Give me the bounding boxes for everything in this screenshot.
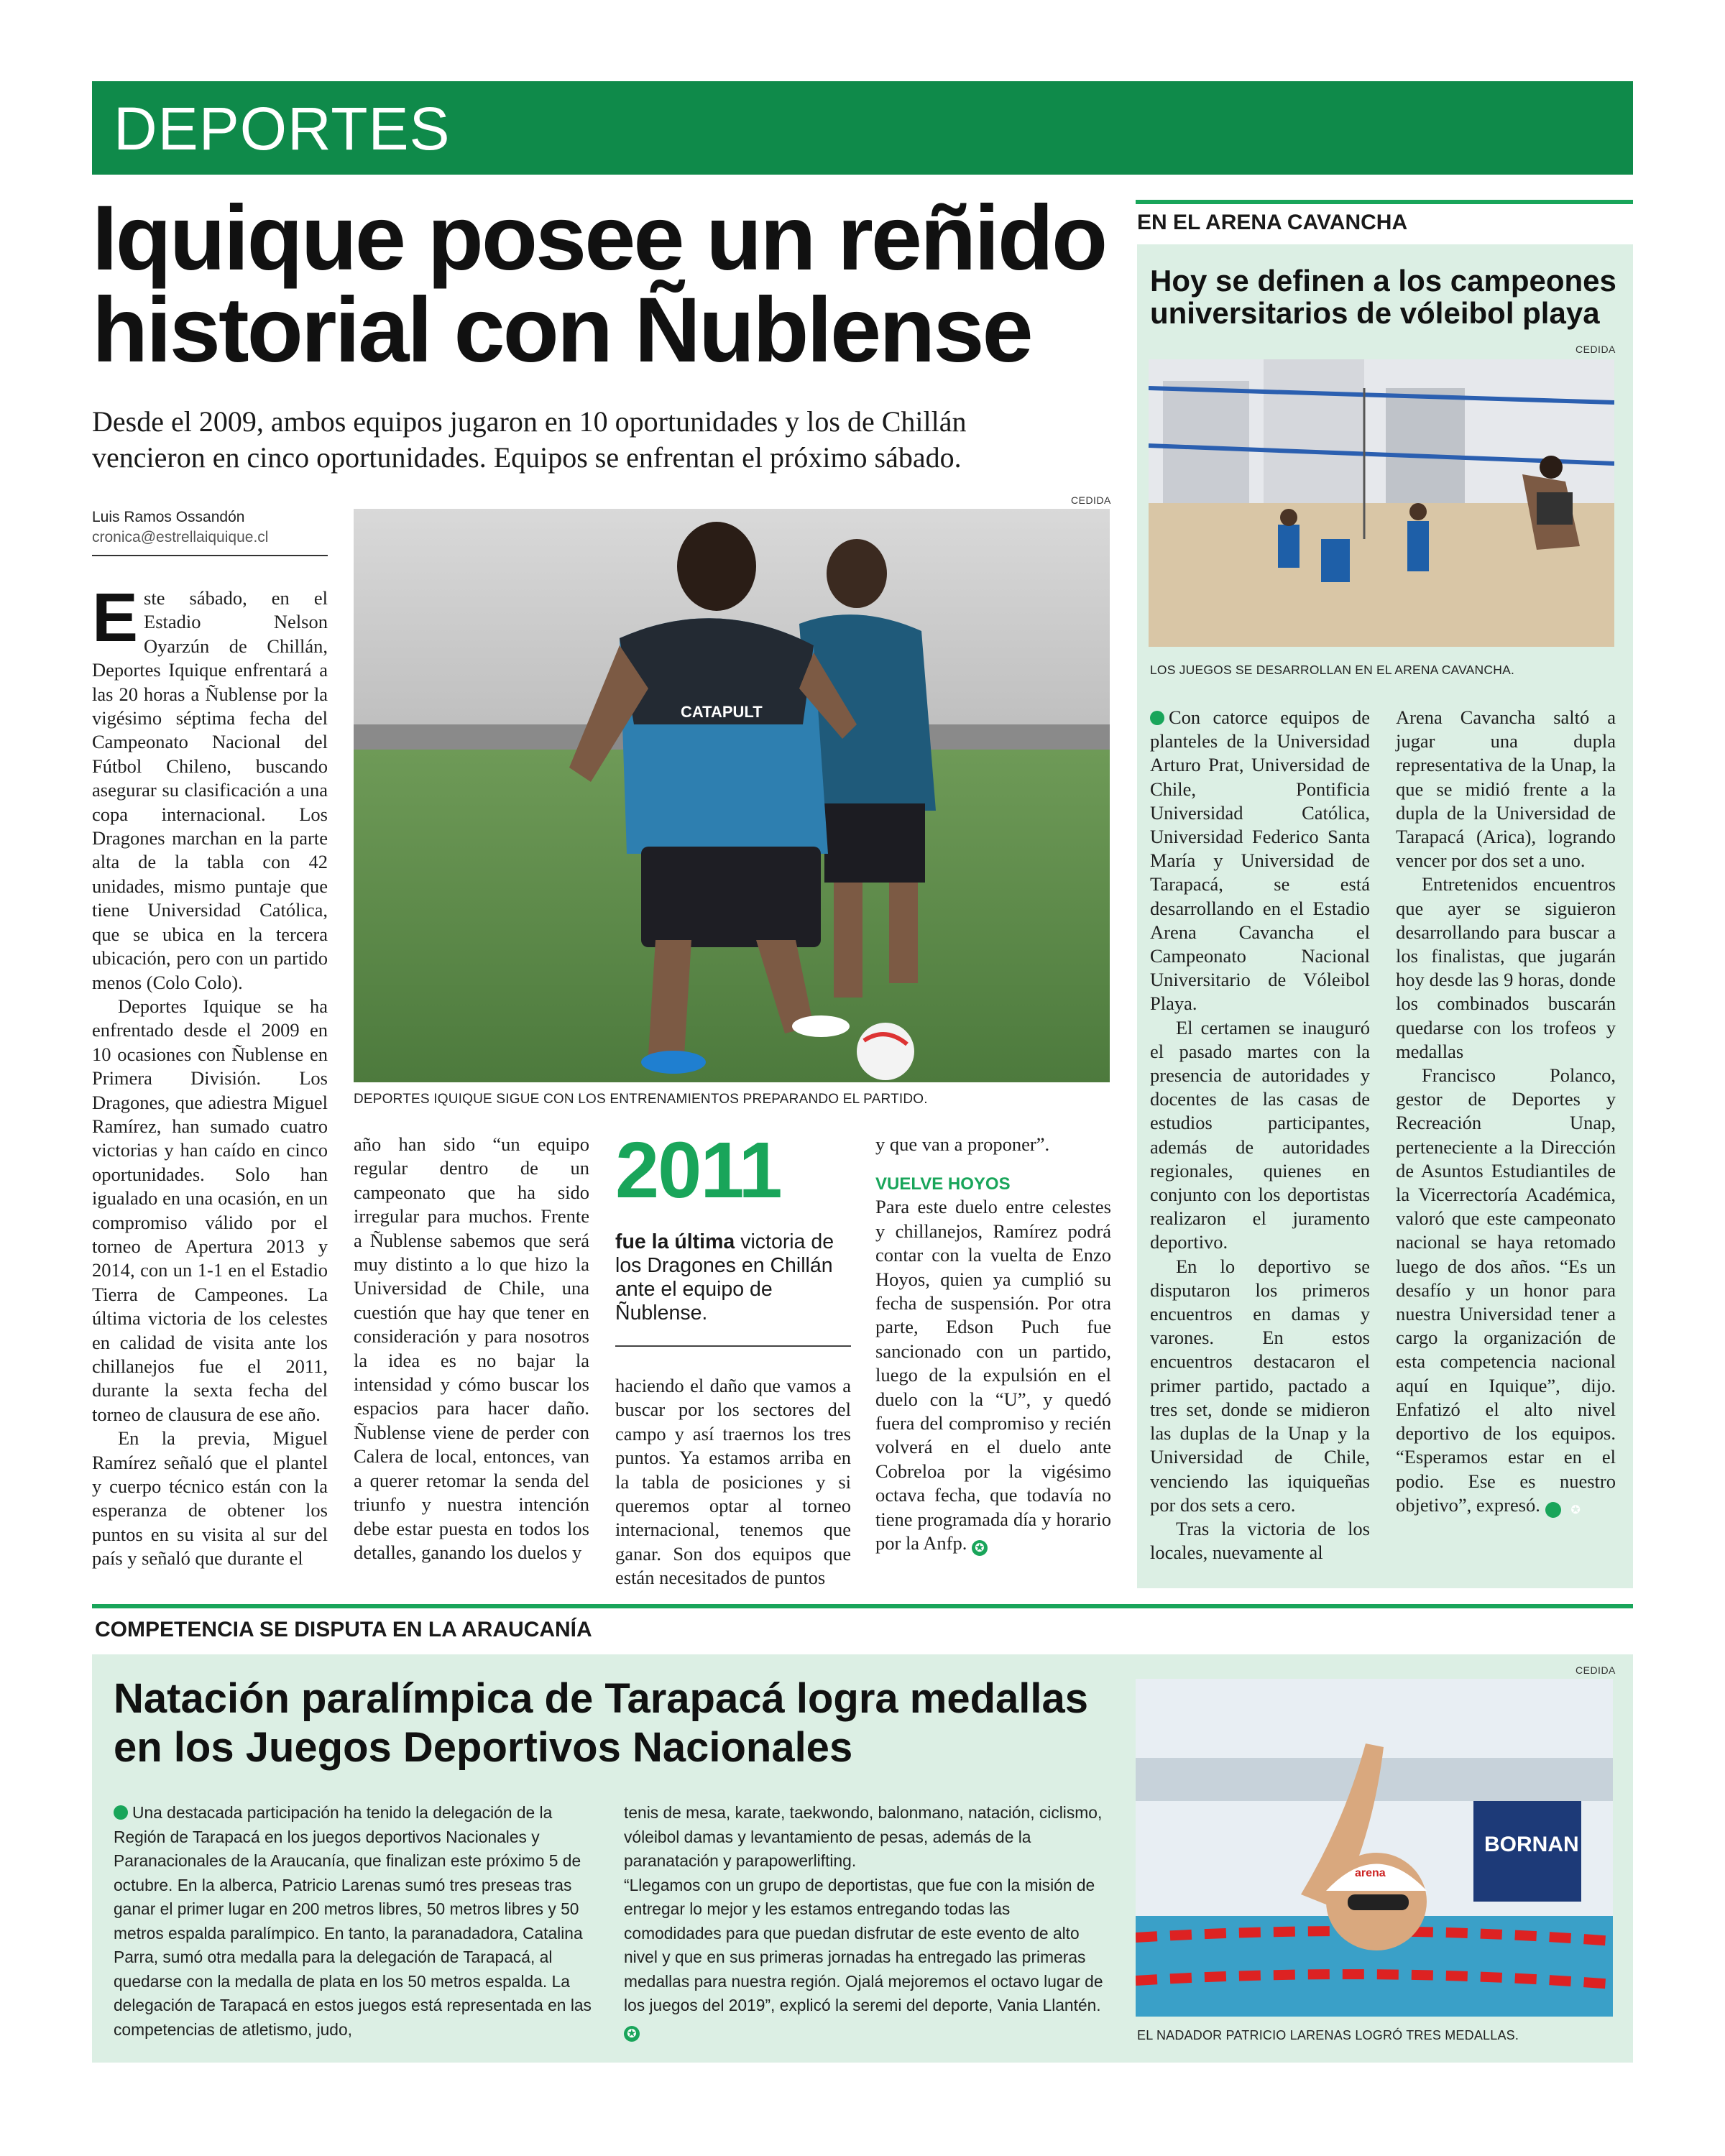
byline <box>92 507 328 548</box>
col1-paragraph-1: ste sábado, en el Estadio Nelson Oyarzún de Chillán, Deportes Iquique enfrentará a las 20 horas a Ñublense por la vigésimo séptima fecha del Campeonato Nacional del Fútbol Chileno, buscando asegurar su clasificación a una copa internacional. Los Dragones marchan en la parte alta de la tabla con 42 unidades, mismo puntaje que tiene Universidad Católica, que se ubica en la tercera ubicación, pero con un partido menos (Colo Colo). <box>92 587 328 993</box>
section-label: DEPORTES <box>114 95 451 162</box>
sidebar-headline <box>1150 264 1624 329</box>
sidebar-col-b <box>1396 706 1616 1518</box>
main-col-3 <box>615 1374 851 1590</box>
main-photo-credit: CEDIDA <box>1071 494 1111 506</box>
bottom-headline-line-2: en los Juegos Deportivos Nacionales <box>114 1724 853 1771</box>
col4-paragraph-1: y que van a proponer”. <box>875 1133 1050 1155</box>
sidebar-photo-caption: LOS JUEGOS SE DESARROLLAN EN EL ARENA CAVANCHA. <box>1150 663 1515 677</box>
byline-rule <box>92 555 328 556</box>
subtitle-line-2: vencieron en cinco oportunidades. Equipos se enfrentan el próximo sábado. <box>92 441 962 474</box>
bottom-photo-illustration <box>1136 1679 1613 2017</box>
bottom-photo-credit: CEDIDA <box>1576 1664 1616 1676</box>
main-photo <box>354 509 1110 1082</box>
main-col-4 <box>875 1133 1111 1556</box>
bullet-dot-icon <box>1150 711 1164 725</box>
bullet-dot-icon <box>114 1805 128 1820</box>
col3-paragraph-1: haciendo el daño que vamos a buscar por los sectores del campo y así traernos los tres puntos. Ya estamos arriba en la tabla de posiciones y si queremos optar al torneo internacional, tenemos que ganar. Son dos equipos que están necesitados de puntos <box>615 1375 851 1589</box>
headline-line-2: historial con Ñublense <box>92 279 1031 382</box>
sidebar-photo-credit: CEDIDA <box>1576 344 1616 355</box>
bottom-col-1 <box>114 1801 594 2042</box>
bottom-headline-line-1: Natación paralímpica de Tarapacá logra medallas <box>114 1675 1089 1722</box>
bottom-col-1-paragraph-1: Una destacada participación ha tenido la delegación de la Región de Tarapacá en los juegos deportivos Nacionales y Paranacionales de la Araucanía, que finalizan este próximo 5 de octubre. En la alberca, Patricio Larenas sumó tres preseas tras ganar el primer lugar en 200 metros libres, 50 metros libres y 50 metros espalda paralímpico. En tanto, la paranadadora, Catalina Parra, sumó otra medalla para la delegación de Tarapacá, al quedarse con la medalla de plata en los 50 metros espalda. La delegación de Tarapacá en estos juegos está representada en las competencias de atletismo, judo, <box>114 1803 592 2039</box>
end-mark-icon: ✪ <box>972 1540 988 1556</box>
main-subtitle <box>92 404 1127 476</box>
col2-paragraph-1: año han sido “un equipo regular dentro de un campeonato que ha sido irregular para muchos. Frente a Ñublense sabemos que será muy distinto a lo que hizo la Universidad de Chile, una cuestión que hay que tener en consideración y para nosotros la idea es no bajar la intensidad y cómo buscar los espacios para hacer daño. Ñublense viene de perder con Calera de local, entonces, van a querer retomar la senda del triunfo y nuestra intención debe estar puesta en todos los detalles, ganando los duelos y <box>354 1133 589 1563</box>
sidebar-top-rule <box>1136 200 1633 204</box>
main-photo-caption: DEPORTES IQUIQUE SIGUE CON LOS ENTRENAMIENTOS PREPARANDO EL PARTIDO. <box>354 1092 928 1107</box>
bottom-kicker: COMPETENCIA SE DISPUTA EN LA ARAUCANÍA <box>95 1618 592 1641</box>
highlight-box <box>615 1128 851 1347</box>
col1-paragraph-3: En la previa, Miguel Ramírez señaló que el plantel y cuerpo técnico están con la esperanza de obtener los puntos en su visita al sur del país y señaló que durante el <box>92 1427 328 1570</box>
headline-line-1: Iquique posee un reñido <box>92 187 1106 290</box>
highlight-text <box>615 1230 851 1325</box>
cap-text: arena <box>1355 1867 1386 1879</box>
sidebar-col-b-paragraph-3: Francisco Polanco, gestor de Deportes y Recreación Unap, perteneciente a la Dirección de Asuntos Estudiantiles de la Vicerrectoría Académica, valoró que este campeonato nacional se haya retomado luego de dos años. “Es un desafío y un honor para nuestra Universidad tener a cargo la organización de esta competencia nacional aquí en Iquique”, dijo. Enfatizó el alto nivel deportivo de los equipos. “Esperamos estar en el podio. Ese es nuestro objetivo”, expresó. <box>1396 1064 1616 1516</box>
main-col-2 <box>354 1133 589 1565</box>
drop-cap: E <box>92 579 139 656</box>
col4-subhead: VUELVE HOYOS <box>875 1174 1011 1194</box>
sidebar-col-b-paragraph-2: Entretenidos encuentros que ayer se siguieron desarrollando para buscar a los finalistas, que jugarán hoy desde las 9 horas, donde los combinados buscarán quedarse con los trofeos y medallas <box>1396 873 1616 1062</box>
sidebar-col-a-paragraph-3: En lo deportivo se disputaron los primeros encuentros en damas y varones. En estos encuentros destacaron el primer partido, pactado a tres set, donde se midieron las duplas de la Unap y la Universidad de Chile, venciendo las iquiqueñas por dos sets a cero. <box>1150 1255 1370 1516</box>
highlight-number: 2011 <box>615 1126 781 1215</box>
section-banner <box>92 81 1633 175</box>
end-mark-icon: ✪ <box>1545 1502 1561 1518</box>
sidebar-col-a-paragraph-2: El certamen se inauguró el pasado martes con la presencia de autoridades y docentes de las casas de estudios participantes, además de autoridades regionales, quienes en conjunto con los deportistas realizaron el juramento deportivo. <box>1150 1016 1370 1253</box>
highlight-rule <box>615 1345 851 1347</box>
col4-paragraph-2: Para este duelo entre celestes y chillanejos, Ramírez podrá contar con la vuelta de Enzo Hoyos, quien ya cumplió su fecha de suspensión. Por otra parte, Edson Puch fue sancionado con un partido, luego de la expulsión en el duelo con la “U”, y quedó fuera del compromiso y recién volverá en el duelo ante Cobreloa por la vigésimo octava fecha, que todavía no tiene programada día y horario por la Anfp. <box>875 1196 1111 1554</box>
sidebar-col-a-paragraph-1: Con catorce equipos de planteles de la Universidad Arturo Prat, Universidad de Chile, Pontificia Universidad Católica, Universidad Federico Santa María y Universidad de Tarapacá, se está desarrollando en el Estadio Arena Cavancha el Campeonato Nacional Universitario de Vóleibol Playa. <box>1150 706 1370 1015</box>
sidebar-col-a-paragraph-4: Tras la victoria de los locales, nuevamente al <box>1150 1517 1370 1564</box>
main-headline <box>92 187 1113 382</box>
sidebar-headline-line-1: Hoy se definen a los campeones <box>1150 264 1616 298</box>
jersey-text: CATAPULT <box>681 703 763 721</box>
bottom-headline <box>114 1674 1120 1772</box>
sidebar-col-a <box>1150 706 1370 1565</box>
bottom-photo-caption: EL NADADOR PATRICIO LARENAS LOGRÓ TRES MEDALLAS. <box>1137 2028 1519 2042</box>
bottom-col-2-paragraph-1: tenis de mesa, karate, taekwondo, balonmano, natación, ciclismo, vóleibol damas y levantamiento de pesas, además de la paranatación y parapowerlifting. <box>624 1803 1103 1870</box>
bottom-col-2 <box>624 1801 1104 2042</box>
sidebar-kicker: EN EL ARENA CAVANCHA <box>1137 211 1408 234</box>
bottom-top-rule <box>92 1604 1633 1608</box>
bottom-photo <box>1136 1679 1613 2017</box>
sidebar-photo-illustration <box>1149 359 1614 647</box>
sidebar-col-b-paragraph-1: Arena Cavancha saltó a jugar una dupla representativa de la Unap, la que se midió frente a la dupla de la Universidad de Tarapacá (Arica), logrando vencer por dos set a uno. <box>1396 706 1616 872</box>
col1-paragraph-2: Deportes Iquique se ha enfrentado desde el 2009 en 10 ocasiones con Ñublense en Primera División. Los Dragones, que adiestra Miguel Ramírez, han sumado cuatro victorias y han caído en cinco oportunidades. Solo han igualado en una ocasión, en un compromiso válido por el torneo de Apertura 2013 y 2014, con un 1-1 en el Estadio Tierra de Campeones. La última victoria de los celestes en calidad de visita ante los chillanejos fue el 2011, durante la sexta fecha del torneo de clausura de ese año. <box>92 995 328 1425</box>
bottom-col-2-paragraph-2: “Llegamos con un grupo de deportistas, que fue con la misión de entregar lo mejor y les estamos entregando todas las comodidades para que puedan disfrutar de este evento de alto nivel y que en sus primeras jornadas ha entregado las primeras medallas para nuestra región. Ojalá mejoremos el octavo lugar de los juegos del 2019”, explicó la seremi del deporte, Vania Llantén. <box>624 1875 1103 2014</box>
highlight-rest: victoria de los Dragones en Chillán ante el equipo de Ñublense. <box>615 1230 834 1325</box>
subtitle-line-1: Desde el 2009, ambos equipos jugaron en 10 oportunidades y los de Chillán <box>92 405 967 438</box>
main-col-1 <box>92 579 328 1571</box>
main-photo-illustration <box>354 509 1110 1082</box>
end-mark-icon: ✪ <box>624 2026 640 2042</box>
author-name: Luis Ramos Ossandón <box>92 509 245 525</box>
sidebar-photo <box>1149 359 1614 647</box>
highlight-bold: fue la última <box>615 1230 735 1253</box>
sidebar-headline-line-2: universitarios de vóleibol playa <box>1150 296 1600 330</box>
author-email: cronica@estrellaiquique.cl <box>92 529 269 545</box>
sponsor-text: BORNAN <box>1484 1833 1579 1856</box>
